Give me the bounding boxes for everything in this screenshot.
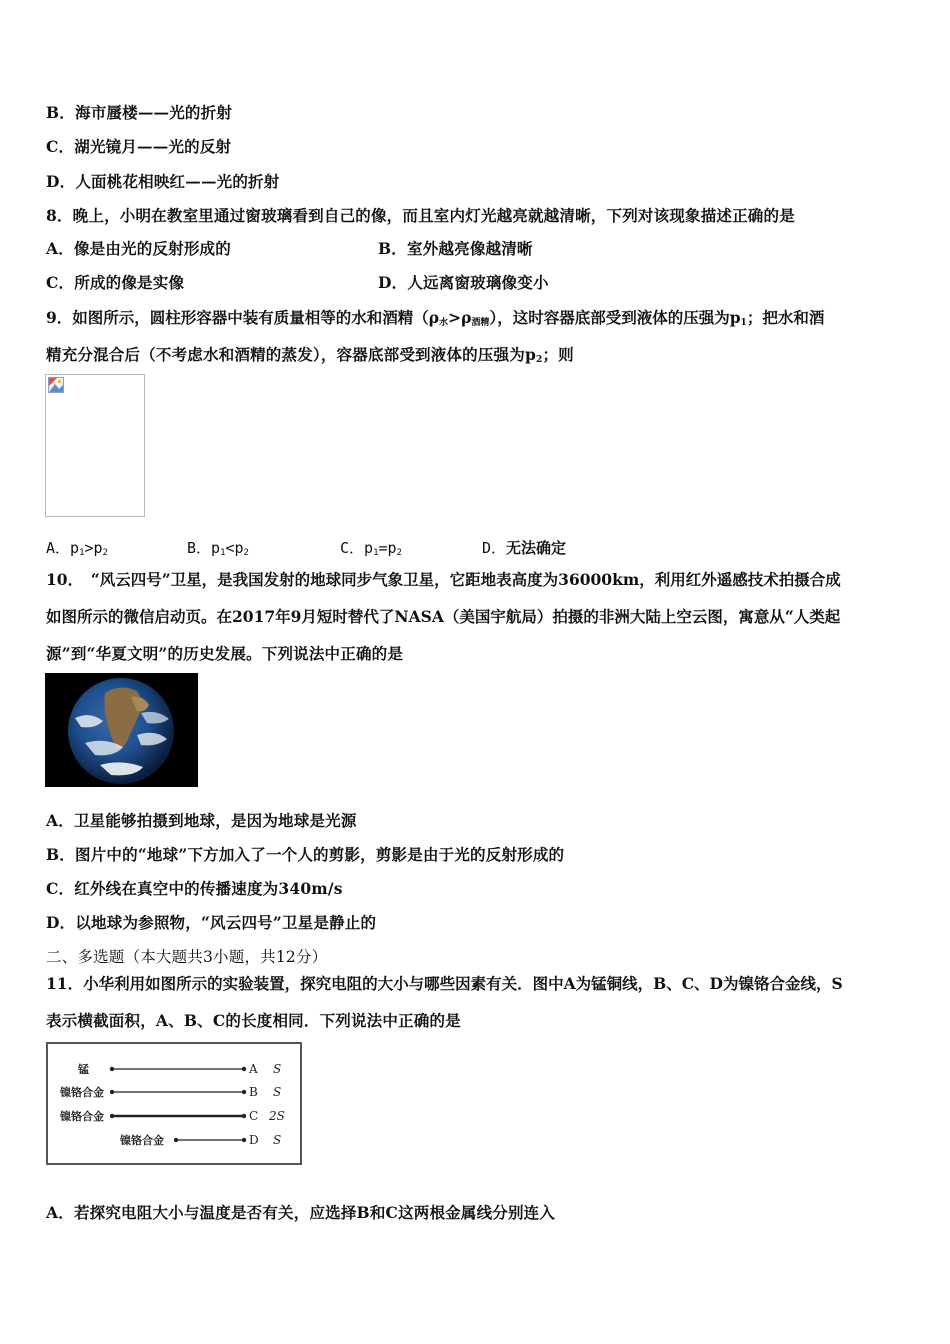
wire-c-area: 2S [269, 1109, 285, 1123]
q10-stem-line2: 如图所示的微信启动页。在2017年9月短时替代了NASA（美国宇航局）拍摄的非洲大陆上空云图，寓意从“人类起 [46, 607, 841, 626]
wire-d-label: 镍铬合金 [120, 1134, 164, 1147]
wire-b-label: 镍铬合金 [60, 1086, 104, 1099]
q11-stem-line2: 表示横截面积，A、B、C的长度相同．下列说法中正确的是 [46, 1011, 461, 1030]
q8-option-b: B．室外越亮像越清晰 [378, 239, 533, 258]
q8-stem: 8．晚上，小明在教室里通过窗玻璃看到自己的像，而且室内灯光越亮就越清晰，下列对该现象描述正确的是 [46, 206, 795, 225]
wire-a-label: 锰 [78, 1063, 89, 1076]
section-title: 二、多选题（本大题共3小题，共12分） [46, 948, 328, 966]
wire-b-end: B [249, 1085, 258, 1099]
q9-option-d: D．无法确定 [482, 539, 567, 557]
wire-d-area: S [273, 1133, 282, 1147]
earth-photo [45, 673, 198, 787]
q10-option-b: B．图片中的“地球”下方加入了一个人的剪影，剪影是由于光的反射形成的 [46, 845, 565, 864]
wire-diagram [46, 1042, 302, 1165]
q10-stem-line1: 10． “风云四号”卫星，是我国发射的地球同步气象卫星，它距地表高度为36000km，利用红外遥感技术拍摄合成 [46, 570, 841, 589]
broken-image-icon [48, 377, 64, 393]
q7-option-b: B．海市蜃楼——光的折射 [46, 103, 233, 122]
q8-option-c: C．所成的像是实像 [46, 273, 185, 292]
q9-option-c: C．$p_1=p_2$ [340, 539, 402, 558]
q8-option-a: A．像是由光的反射形成的 [46, 239, 231, 258]
q8-option-d: D．人远离窗玻璃像变小 [378, 273, 549, 292]
wire-d-end: D [249, 1133, 259, 1147]
q7-option-d: D．人面桃花相映红——光的折射 [46, 172, 280, 191]
wire-c-label: 镍铬合金 [60, 1110, 104, 1123]
q9-figure-placeholder [45, 374, 145, 517]
wire-c-end: C [249, 1109, 259, 1123]
wire-a-end: A [249, 1062, 258, 1076]
q10-option-d: D．以地球为参照物，“风云四号”卫星是静止的 [46, 913, 377, 932]
q9-stem-line1: 9．如图所示，圆柱形容器中装有质量相等的水和酒精$(\rho_水>\rho_{酒精})$，这时容器底部受到液体的压强为$p_1$；把水和酒 [46, 308, 825, 328]
q10-option-c: C．红外线在真空中的传播速度为340m/s [46, 879, 343, 898]
q10-option-a: A．卫星能够拍摄到地球，是因为地球是光源 [46, 811, 357, 830]
wire-a-area: S [273, 1062, 282, 1076]
q11-option-a: A．若探究电阻大小与温度是否有关，应选择B和C这两根金属线分别连入 [46, 1203, 556, 1222]
q10-stem-line3: 源”到“华夏文明”的历史发展。下列说法中正确的是 [46, 644, 404, 663]
q7-option-c: C．湖光镜月——光的反射 [46, 137, 232, 156]
q9-option-b: B．$p_1<p_2$ [187, 539, 249, 558]
q9-stem-line2: 精充分混合后（不考虑水和酒精的蒸发），容器底部受到液体的压强为$p_2$；则 [46, 345, 574, 365]
q8-options-row1 [46, 237, 886, 259]
q8-options-row2 [46, 271, 886, 293]
q9-option-a: A．$p_1>p_2$ [46, 539, 108, 558]
wire-b-area: S [273, 1085, 282, 1099]
q11-stem-line1: 11．小华利用如图所示的实验装置，探究电阻的大小与哪些因素有关．图中A为锰铜线，B、C、D为镍铬合金线，S [46, 974, 843, 993]
